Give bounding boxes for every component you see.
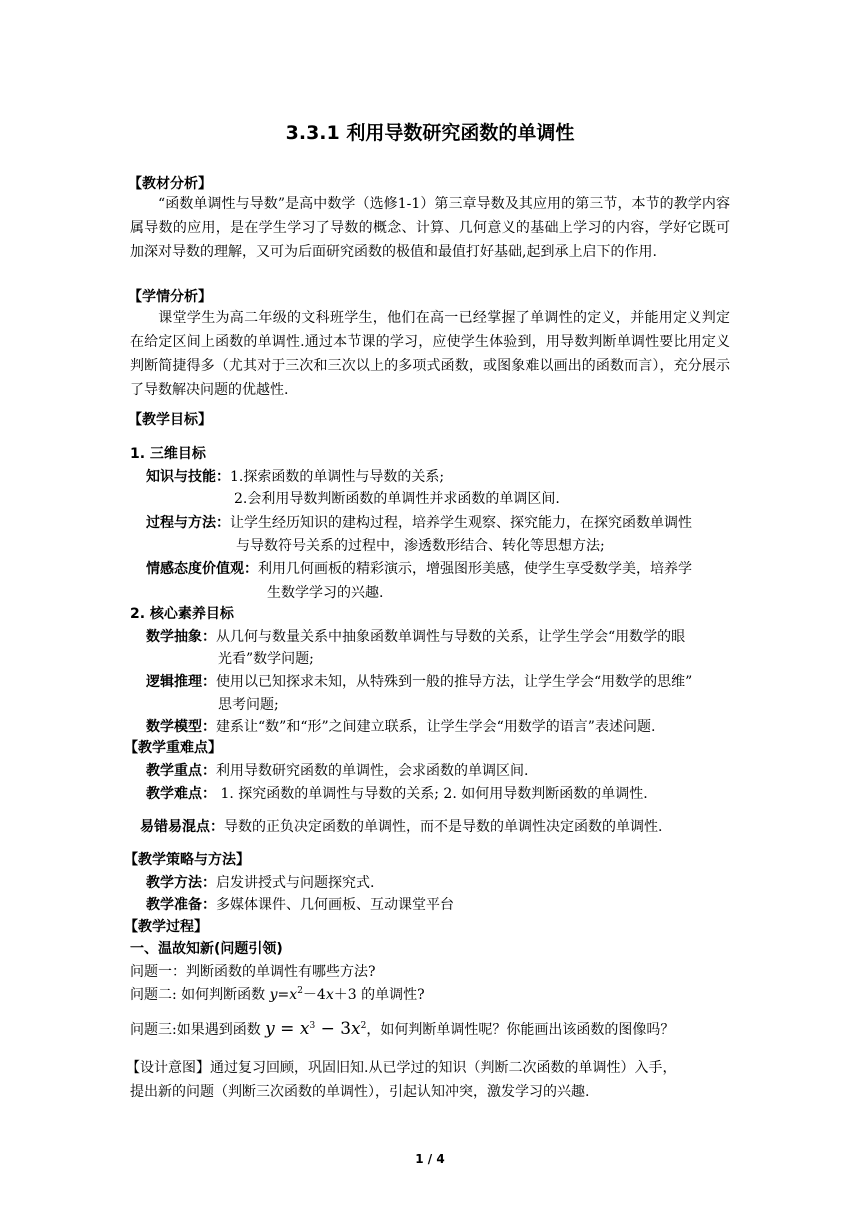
goal-abstraction bbox=[146, 628, 685, 646]
question-three-exp1: 3 bbox=[309, 1021, 316, 1031]
goal-knowledge bbox=[146, 468, 444, 486]
question-three bbox=[130, 1020, 674, 1039]
goal-abstraction-line1: 从几何与数量关系中抽象函数单调性与导数的关系，让学生学会“用数学的眼 bbox=[216, 629, 686, 645]
strategy-prep-text: 多媒体课件、几何画板、互动课堂平台 bbox=[216, 897, 454, 913]
goal-emotion bbox=[146, 560, 692, 578]
design-intent-line2: 提出新的问题（判断三次函数的单调性），引起认知冲突，激发学习的兴趣. bbox=[130, 1084, 590, 1100]
question-three-y: y bbox=[265, 1019, 275, 1039]
question-three-x2: x bbox=[351, 1019, 361, 1039]
page-number: 1 / 4 bbox=[415, 1152, 445, 1166]
question-three-suffix: ，如何判断单调性呢？你能画出该函数的图像吗？ bbox=[366, 1022, 675, 1038]
keypoint-confusion-text: 导数的正负决定函数的单调性，而不是导数的单调性决定函数的单调性. bbox=[224, 819, 663, 835]
keypoint-confusion bbox=[140, 818, 662, 836]
process-step-review: 一、温故知新(问题引领) bbox=[130, 941, 283, 957]
question-two-eq: = bbox=[277, 987, 290, 1003]
question-three-exp2: 2 bbox=[360, 1021, 367, 1031]
question-two-exp: 2 bbox=[297, 986, 303, 996]
keypoint-confusion-label: 易错易混点： bbox=[140, 819, 224, 835]
question-two-tail: ＋3 bbox=[333, 987, 357, 1003]
document-title: 3.3.1 利用导数研究函数的单调性 bbox=[285, 122, 575, 144]
goal-emotion-line2: 生数学学习的兴趣. bbox=[267, 585, 384, 601]
goal-reasoning-label: 逻辑推理： bbox=[146, 674, 216, 690]
question-two-y: y bbox=[269, 987, 278, 1003]
keypoint-focus bbox=[146, 762, 528, 780]
question-one: 问题一：判断函数的单调性有哪些方法? bbox=[130, 964, 376, 980]
question-two-suffix: 的单调性? bbox=[356, 987, 425, 1003]
goal-process-line2: 与导数符号关系的过程中，渗透数形结合、转化等思想方法; bbox=[236, 538, 605, 554]
keypoint-difficulty-text: 1. 探究函数的单调性与导数的关系; 2. 如何用导数判断函数的单调性. bbox=[216, 786, 648, 802]
goal-process bbox=[146, 514, 692, 532]
goal-model-label: 数学模型： bbox=[146, 719, 216, 735]
question-two-x1: x bbox=[289, 987, 298, 1003]
question-three-eq: = bbox=[274, 1019, 300, 1039]
question-three-prefix: 问题三:如果遇到函数 bbox=[130, 1022, 266, 1038]
design-intent-label: 【设计意图】 bbox=[126, 1060, 210, 1076]
strategy-method-label: 教学方法： bbox=[146, 875, 216, 891]
keypoint-focus-text: 利用导数研究函数的单调性，会求函数的单调区间. bbox=[216, 763, 529, 779]
section-heading-material: 【教材分析】 bbox=[128, 176, 212, 192]
design-intent bbox=[126, 1059, 676, 1077]
goal-emotion-line1: 利用几何画板的精彩演示，增强图形美感，使学生享受数学美，培养学 bbox=[258, 561, 692, 577]
goal-abstraction-line2: 光看”数学问题; bbox=[218, 651, 314, 667]
goal-knowledge-label: 知识与技能： bbox=[146, 469, 230, 485]
keypoint-difficulty bbox=[146, 785, 648, 803]
goal-process-line1: 让学生经历知识的建构过程，培养学生观察、探究能力，在探究函数单调性 bbox=[230, 515, 692, 531]
subheading-three-dim: 1. 三维目标 bbox=[130, 446, 206, 462]
section-heading-goals: 【教学目标】 bbox=[128, 412, 212, 428]
section-heading-strategy: 【教学策略与方法】 bbox=[124, 852, 250, 868]
strategy-method bbox=[146, 874, 374, 892]
question-three-mid: − 3 bbox=[315, 1019, 352, 1039]
paragraph-students bbox=[130, 306, 730, 402]
goal-reasoning-line2: 思考问题; bbox=[218, 697, 279, 713]
question-two-rest: －4 bbox=[302, 987, 326, 1003]
question-three-x1: x bbox=[299, 1019, 310, 1039]
goal-knowledge-line1: 1.探索函数的单调性与导数的关系; bbox=[230, 469, 445, 485]
goal-reasoning-line1: 使用以已知探求未知，从特殊到一般的推导方法，让学生学会“用数学的思维” bbox=[216, 674, 693, 690]
section-heading-process: 【教学过程】 bbox=[124, 919, 208, 935]
goal-model-line1: 建系让“数”和“形”之间建立联系，让学生学会“用数学的语言”表述问题. bbox=[216, 719, 656, 735]
strategy-prep-label: 教学准备： bbox=[146, 897, 216, 913]
section-heading-keypoints: 【教学重难点】 bbox=[124, 740, 222, 756]
paragraph-material-text: “函数单调性与导数”是高中数学（选修1-1）第三章导数及其应用的第三节，本节的教学内容属导数的应用，是在学生学习了导数的概念、计算、几何意义的基础上学习的内容，学好它既可加深对导数的理解，又可为后面研究函数的极值和最值打好基础,起到承上启下的作用. bbox=[130, 196, 730, 260]
keypoint-focus-label: 教学重点： bbox=[146, 763, 216, 779]
goal-reasoning bbox=[146, 673, 692, 691]
keypoint-difficulty-label: 教学难点： bbox=[146, 786, 216, 802]
design-intent-line1: 通过复习回顾，巩固旧知.从已学过的知识（判断二次函数的单调性）入手， bbox=[210, 1060, 677, 1076]
goal-model bbox=[146, 718, 655, 736]
goal-abstraction-label: 数学抽象： bbox=[146, 629, 216, 645]
strategy-prep bbox=[146, 896, 454, 914]
paragraph-students-text: 课堂学生为高二年级的文科班学生，他们在高一已经掌握了单调性的定义，并能用定义判定在给定区间上函数的单调性.通过本节课的学习，应使学生体验到，用导数判断单调性要比用定义判断简捷得多（尤其对于三次和三次以上的多项式函数，或图象难以画出的函数而言），充分展示了导数解决问题的优越性. bbox=[130, 310, 730, 398]
goal-process-label: 过程与方法： bbox=[146, 515, 230, 531]
question-two-prefix: 问题二: 如何判断函数 bbox=[130, 987, 270, 1003]
goal-knowledge-line2: 2.会利用导数判断函数的单调性并求函数的单调区间. bbox=[234, 491, 560, 507]
section-heading-students: 【学情分析】 bbox=[128, 289, 212, 305]
subheading-core: 2. 核心素养目标 bbox=[130, 606, 234, 622]
strategy-method-text: 启发讲授式与问题探究式. bbox=[216, 875, 375, 891]
paragraph-material bbox=[130, 192, 730, 264]
question-two-x2: x bbox=[325, 987, 334, 1003]
question-two bbox=[130, 986, 425, 1004]
goal-emotion-label: 情感态度价值观： bbox=[146, 561, 258, 577]
